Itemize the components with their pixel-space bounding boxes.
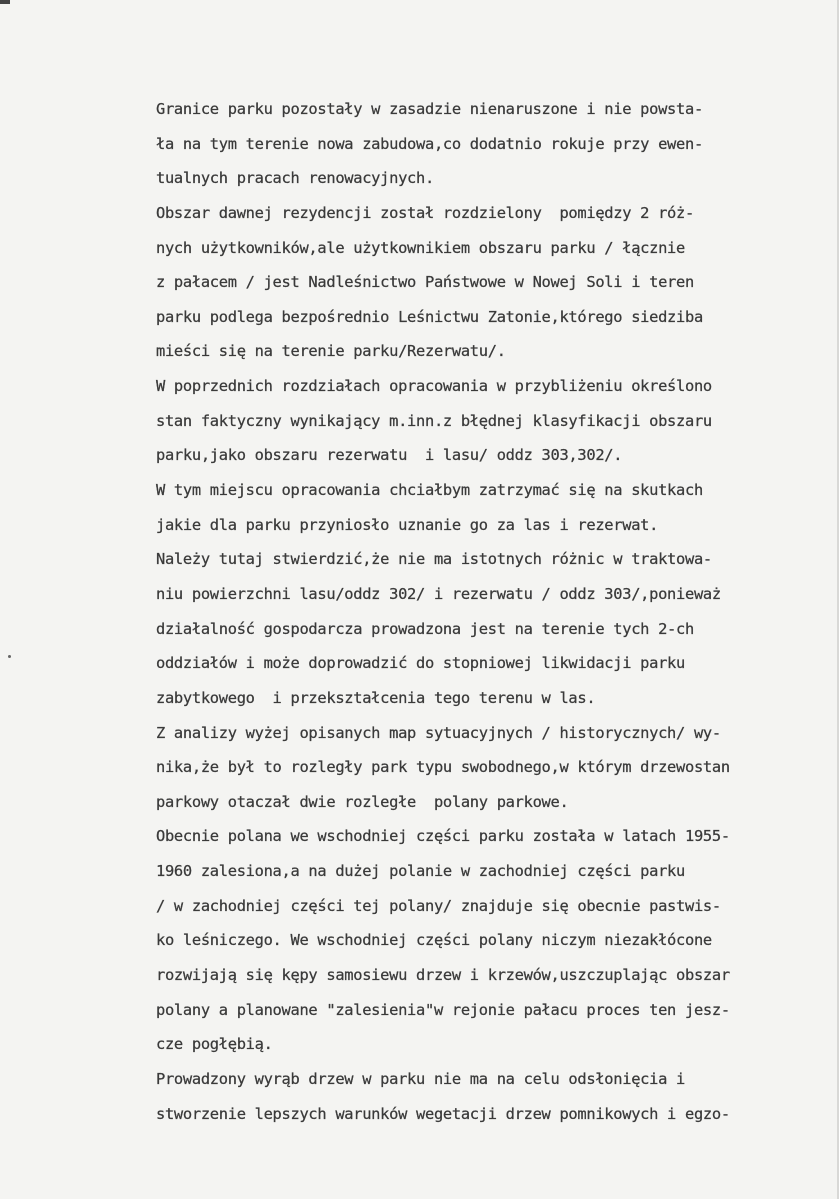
scan-speck — [8, 655, 11, 658]
text-line: jakie dla parku przyniosło uznanie go za las i rezerwat. — [156, 515, 659, 534]
text-line: Granice parku pozostały w zasadzie nienaruszone i nie powsta- — [156, 100, 703, 118]
text-line: W tym miejscu opracowania chciałbym zatrzymać się na skutkach — [156, 481, 703, 500]
text-line: parkowy otaczał dwie rozległe polany parkowe. — [156, 792, 569, 811]
text-line: ła na tym terenie nowa zabudowa,co dodatnio rokuje przy ewen- — [156, 134, 703, 153]
text-line: parku podlega bezpośrednio Leśnictwu Zatonie,którego siedziba — [156, 307, 703, 326]
text-line: zabytkowego i przekształcenia tego terenu w las. — [156, 688, 596, 707]
text-line: działalność gospodarcza prowadzona jest na terenie tych 2-ch — [156, 619, 694, 638]
text-line: nych użytkowników,ale użytkownikiem obszaru parku / łącznie — [156, 238, 685, 257]
text-line: oddziałów i może doprowadzić do stopniowej likwidacji parku — [156, 654, 685, 673]
text-line: Obszar dawnej rezydencji został rozdzielony pomiędzy 2 róż- — [156, 203, 694, 222]
text-line: polany a planowane "zalesienia"w rejonie pałacu proces ten jesz- — [156, 1000, 730, 1019]
text-line: stworzenie lepszych warunków wegetacji drzew pomnikowych i egzo- — [156, 1104, 730, 1123]
text-line: stan faktyczny wynikający m.inn.z błędnej klasyfikacji obszaru — [156, 411, 712, 430]
scan-corner-mark — [0, 0, 10, 4]
text-line: rozwijają się kępy samosiewu drzew i krzewów,uszczuplając obszar — [156, 966, 730, 985]
text-line: ko leśniczego. We wschodniej części polany niczym niezakłócone — [156, 931, 712, 950]
text-line: niu powierzchni lasu/oddz 302/ i rezerwatu / oddz 303/,ponieważ — [156, 584, 721, 603]
text-line: tualnych pracach renowacyjnych. — [156, 169, 434, 188]
text-line: / w zachodniej części tej polany/ znajduje się obecnie pastwis- — [156, 896, 721, 915]
text-line: W poprzednich rozdziałach opracowania w przybliżeniu określono — [156, 377, 712, 396]
text-line: mieści się na terenie parku/Rezerwatu/. — [156, 342, 506, 361]
text-line: parku,jako obszaru rezerwatu i lasu/ oddz 303,302/. — [156, 446, 623, 465]
text-line: Z analizy wyżej opisanych map sytuacyjnych / historycznych/ wy- — [156, 723, 721, 742]
typewritten-text — [156, 92, 836, 1131]
text-line: nika,że był to rozległy park typu swobodnego,w którym drzewostan — [156, 758, 730, 777]
text-line: Należy tutaj stwierdzić,że nie ma istotnych różnic w traktowa- — [156, 550, 712, 569]
text-line: 1960 zalesiona,a na dużej polanie w zachodniej części parku — [156, 862, 685, 881]
text-line: cze pogłębią. — [156, 1035, 273, 1054]
text-line: Obecnie polana we wschodniej części parku została w latach 1955- — [156, 827, 730, 846]
text-line: Prowadzony wyrąb drzew w parku nie ma na celu odsłonięcia i — [156, 1069, 685, 1088]
text-line: z pałacem / jest Nadleśnictwo Państwowe w Nowej Soli i teren — [156, 273, 694, 292]
